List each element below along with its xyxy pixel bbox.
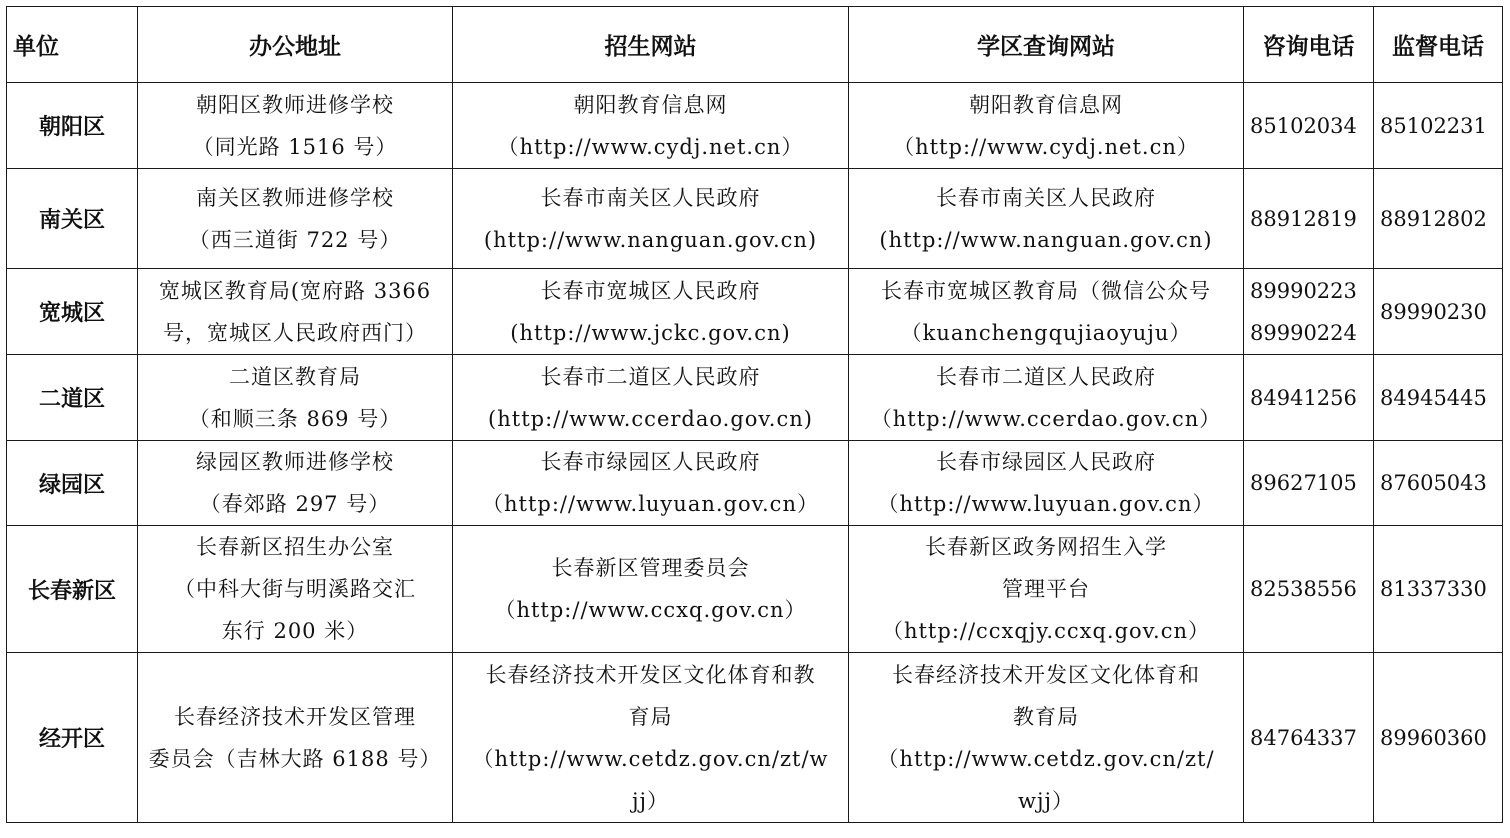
enroll-site-line: 长春新区管理委员会: [551, 556, 750, 580]
address-line: 长春经济技术开发区管理: [174, 704, 416, 729]
district-site-line: 教育局: [1013, 704, 1079, 729]
district-site-line: 管理平台: [1002, 577, 1090, 601]
consult-phone: 88912819: [1250, 206, 1357, 231]
enroll-site-link[interactable]: (http://www.ccerdao.gov.cn): [488, 406, 813, 431]
consult-phone: 89627105: [1250, 471, 1357, 495]
address-cell: [138, 355, 453, 441]
address-line: （中科大街与明溪路交汇: [174, 577, 416, 601]
district-site-cell: [849, 355, 1244, 441]
supervise-phone-cell: 87605043: [1374, 441, 1503, 526]
district-site-line: 长春经济技术开发区文化体育和: [892, 662, 1200, 687]
table-row: [7, 83, 1503, 169]
unit-cell: 宽城区: [7, 269, 138, 355]
enroll-site-line: 育局: [628, 704, 673, 729]
enroll-site-line: 长春市二道区人民政府: [540, 364, 761, 389]
table-row: [7, 269, 1503, 355]
supervise-phone-cell: 81337330: [1374, 526, 1503, 653]
address-cell: [138, 83, 453, 169]
table-row: [7, 169, 1503, 269]
address-line: 绿园区教师进修学校: [196, 450, 394, 474]
consult-phone: 82538556: [1250, 577, 1357, 601]
address-line: （春郊路 297 号）: [199, 492, 391, 516]
district-site-line: 长春市南关区人民政府: [936, 185, 1156, 210]
address-cell: [138, 169, 453, 269]
district-site-link[interactable]: （http://www.luyuan.gov.cn）: [877, 492, 1215, 516]
table-row: [7, 526, 1503, 653]
enrollment-info-table: [6, 6, 1503, 823]
header-consult-phone: 咨询电话: [1244, 7, 1374, 83]
district-site-line: （kuanchengqujiaoyuju）: [900, 320, 1192, 345]
table-row: [7, 653, 1503, 823]
enroll-site-cell: [453, 653, 849, 823]
consult-phone-cell: [1244, 653, 1374, 823]
consult-phone: 89990223: [1250, 278, 1357, 303]
address-line: （西三道街 722 号）: [188, 227, 402, 252]
district-site-link[interactable]: （http://www.ccerdao.gov.cn）: [870, 406, 1222, 431]
supervise-phone-cell: 89990230: [1374, 269, 1503, 355]
enroll-site-link[interactable]: (http://www.nanguan.gov.cn): [483, 227, 818, 252]
district-site-cell: [849, 653, 1244, 823]
district-site-cell: [849, 441, 1244, 526]
district-site-line: 长春市宽城区教育局（微信公众号: [881, 278, 1211, 303]
supervise-phone-cell: 89960360: [1374, 653, 1503, 823]
header-enroll-site: 招生网站: [453, 7, 849, 83]
unit-cell: 二道区: [7, 355, 138, 441]
header-row: [7, 7, 1503, 83]
enroll-site-link[interactable]: （http://www.cetdz.gov.cn/zt/w: [472, 746, 829, 771]
address-cell: [138, 526, 453, 653]
district-site-link[interactable]: （http://www.cydj.net.cn）: [893, 134, 1199, 159]
district-site-cell: [849, 526, 1244, 653]
consult-phone-cell: [1244, 441, 1374, 526]
consult-phone: 84941256: [1250, 385, 1357, 410]
district-site-link[interactable]: wjj）: [1018, 788, 1074, 813]
consult-phone-cell: [1244, 526, 1374, 653]
consult-phone: 84764337: [1250, 725, 1357, 750]
unit-cell: 长春新区: [7, 526, 138, 653]
consult-phone-cell: [1244, 269, 1374, 355]
address-line: 二道区教育局: [229, 364, 361, 389]
address-line: 东行 200 米）: [221, 619, 369, 643]
enroll-site-link[interactable]: （http://www.cydj.net.cn）: [497, 134, 804, 159]
address-cell: [138, 441, 453, 526]
district-site-line: 长春新区政务网招生入学: [925, 535, 1167, 559]
enroll-site-cell: [453, 83, 849, 169]
enroll-site-line: 长春市宽城区人民政府: [540, 278, 761, 303]
consult-phone: 85102034: [1250, 113, 1357, 138]
district-site-cell: [849, 269, 1244, 355]
header-unit: 单位: [7, 7, 138, 83]
supervise-phone-cell: 84945445: [1374, 355, 1503, 441]
address-cell: [138, 269, 453, 355]
enroll-site-cell: [453, 441, 849, 526]
address-line: 宽城区教育局(宽府路 3366: [158, 278, 432, 303]
address-line: 委员会（吉林大路 6188 号）: [148, 746, 442, 771]
enroll-site-cell: [453, 269, 849, 355]
district-site-link[interactable]: （http://www.cetdz.gov.cn/zt/: [877, 746, 1215, 771]
district-site-line: 朝阳教育信息网: [969, 92, 1123, 117]
enroll-site-line: 长春经济技术开发区文化体育和教: [485, 662, 816, 687]
table-row: [7, 441, 1503, 526]
enroll-site-link[interactable]: (http://www.jckc.gov.cn): [510, 320, 791, 345]
unit-cell: 绿园区: [7, 441, 138, 526]
address-cell: [138, 653, 453, 823]
unit-cell: 南关区: [7, 169, 138, 269]
unit-cell: 朝阳区: [7, 83, 138, 169]
enroll-site-line: 朝阳教育信息网: [573, 92, 728, 117]
consult-phone: 89990224: [1250, 320, 1357, 345]
address-line: 号，宽城区人民政府西门）: [163, 320, 427, 345]
enroll-site-cell: [453, 169, 849, 269]
enroll-site-link[interactable]: jj）: [631, 788, 670, 813]
supervise-phone-cell: 85102231: [1374, 83, 1503, 169]
enroll-site-line: 长春市绿园区人民政府: [540, 450, 761, 474]
enroll-site-cell: [453, 355, 849, 441]
consult-phone-cell: [1244, 169, 1374, 269]
consult-phone-cell: [1244, 355, 1374, 441]
district-site-cell: [849, 169, 1244, 269]
address-line: （同光路 1516 号）: [192, 134, 398, 159]
district-site-link[interactable]: （http://ccxqjy.ccxq.gov.cn）: [881, 619, 1211, 643]
enroll-site-line: 长春市南关区人民政府: [540, 185, 761, 210]
unit-cell: 经开区: [7, 653, 138, 823]
header-supervise-phone: 监督电话: [1374, 7, 1503, 83]
address-line: 南关区教师进修学校: [196, 185, 394, 210]
address-line: 朝阳区教师进修学校: [196, 92, 394, 117]
district-site-cell: [849, 83, 1244, 169]
table-row: [7, 355, 1503, 441]
enroll-site-link[interactable]: （http://www.ccxq.gov.cn）: [494, 598, 807, 622]
enroll-site-cell: [453, 526, 849, 653]
header-district-site: 学区查询网站: [849, 7, 1244, 83]
enroll-site-link[interactable]: （http://www.luyuan.gov.cn）: [482, 492, 819, 516]
district-site-link[interactable]: (http://www.nanguan.gov.cn): [879, 227, 1213, 252]
address-line: 长春新区招生办公室: [196, 535, 394, 559]
header-address: 办公地址: [138, 7, 453, 83]
address-line: （和顺三条 869 号）: [188, 406, 402, 431]
district-site-line: 长春市二道区人民政府: [936, 364, 1156, 389]
district-site-line: 长春市绿园区人民政府: [936, 450, 1156, 474]
supervise-phone-cell: 88912802: [1374, 169, 1503, 269]
consult-phone-cell: [1244, 83, 1374, 169]
